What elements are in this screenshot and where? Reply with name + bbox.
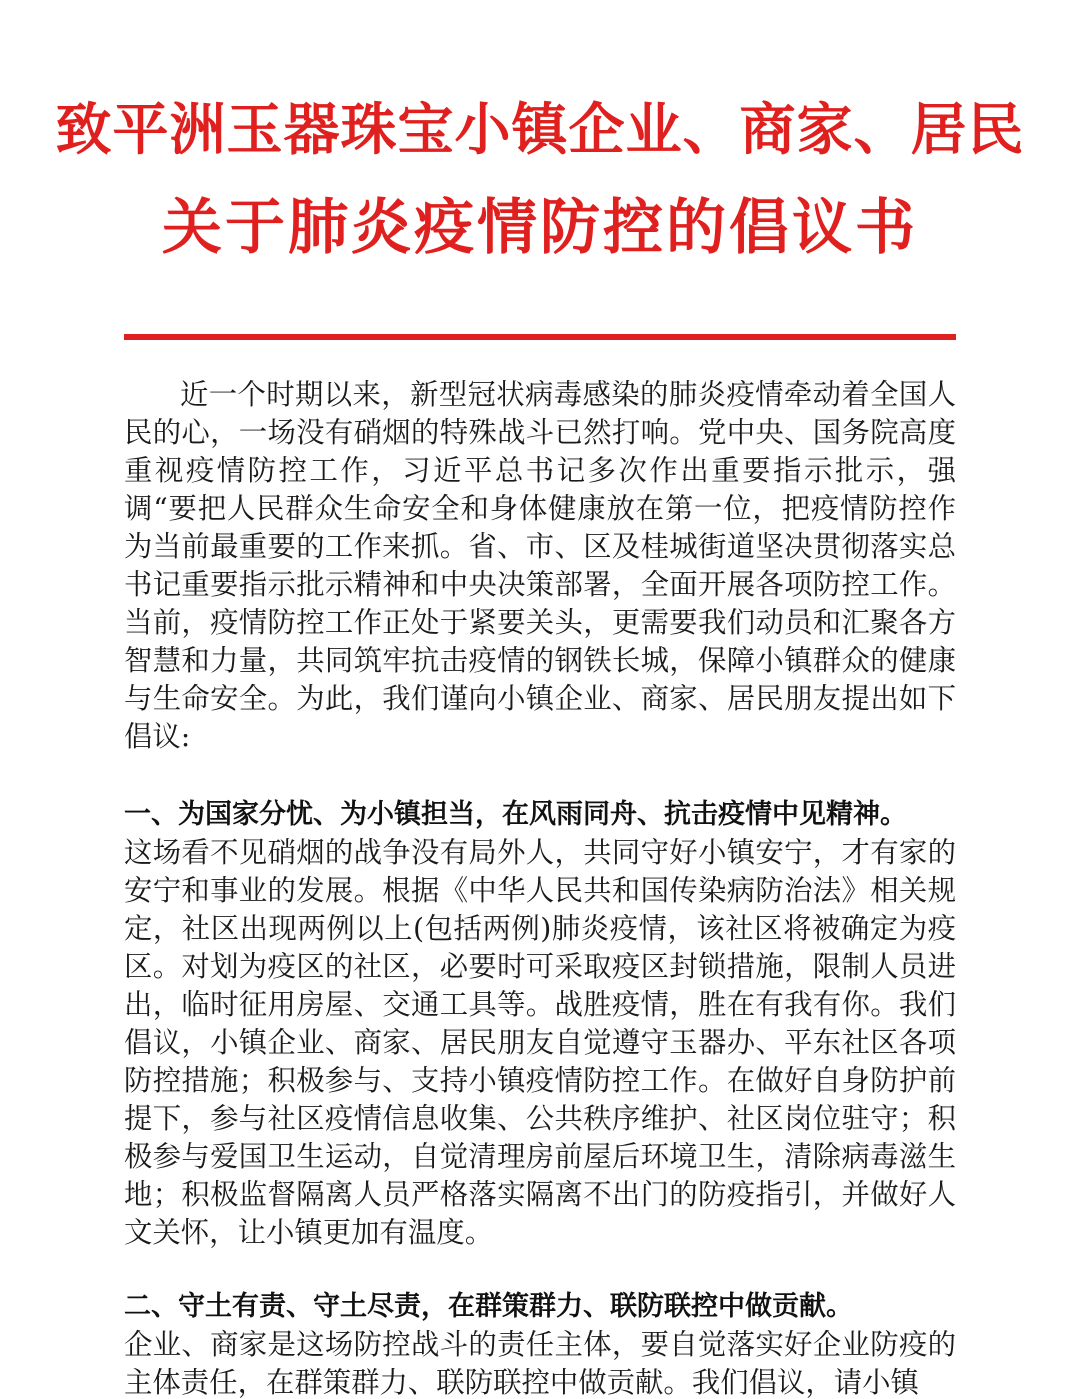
intro-paragraph: 近一个时期以来，新型冠状病毒感染的肺炎疫情牵动着全国人民的心，一场没有硝烟的特殊战斗已然打响。党中央、国务院高度重视疫情防控工作，习近平总书记多次作出重要指示批示，强调“要把人民群众生命安全和身体健康放在第一位，把疫情防控作为当前最重要的工作来抓。省、市、区及桂城街道坚决贯彻落实总书记重要指示批示精神和中央决策部署，全面开展各项防控工作。当前，疫情防控工作正处于紧要关头，更需要我们动员和汇聚各方智慧和力量，共同筑牢抗击疫情的钢铁长城，保障小镇群众的健康与生命安全。为此，我们谨向小镇企业、商家、居民朋友提出如下倡议: xyxy=(124,378,956,753)
section-2-heading: 二、守土有责、守土尽责，在群策群力、联防联控中做贡献。 xyxy=(124,1291,853,1322)
section-1-paragraph: 这场看不见硝烟的战争没有局外人，共同守好小镇安宁，才有家的安宁和事业的发展。根据《中华人民共和国传染病防治法》相关规定，社区出现两例以上(包括两例)肺炎疫情，该社区将被确定为疫区。对划为疫区的社区，必要时可采取疫区封锁措施，限制人员进出，临时征用房屋、交通工具等。战胜疫情，胜在有我有你。我们倡议，小镇企业、商家、居民朋友自觉遵守玉器办、平东社区各项防控措施；积极参与、支持小镇疫情防控工作。在做好自身防护前提下，参与社区疫情信息收集、公共秩序维护、社区岗位驻守；积极参与爱国卫生运动，自觉清理房前屋后环境卫生，清除病毒滋生地；积极监督隔离人员严格落实隔离不出门的防疫指引，并做好人文关怀，让小镇更加有温度。 xyxy=(124,836,956,1249)
document-title-line-1: 致平洲玉器珠宝小镇企业、商家、居民 xyxy=(55,98,1025,163)
title-divider xyxy=(124,334,956,340)
section-1-heading: 一、为国家分忧、为小镇担当，在风雨同舟、抗击疫情中见精神。 xyxy=(124,799,907,830)
section-2-paragraph: 企业、商家是这场防控战斗的责任主体，要自觉落实好企业防疫的主体责任，在群策群力、联防联控中做贡献。我们倡议，请小镇 xyxy=(124,1328,956,1399)
document-title-line-2: 关于肺炎疫情防控的倡议书 xyxy=(162,193,918,263)
